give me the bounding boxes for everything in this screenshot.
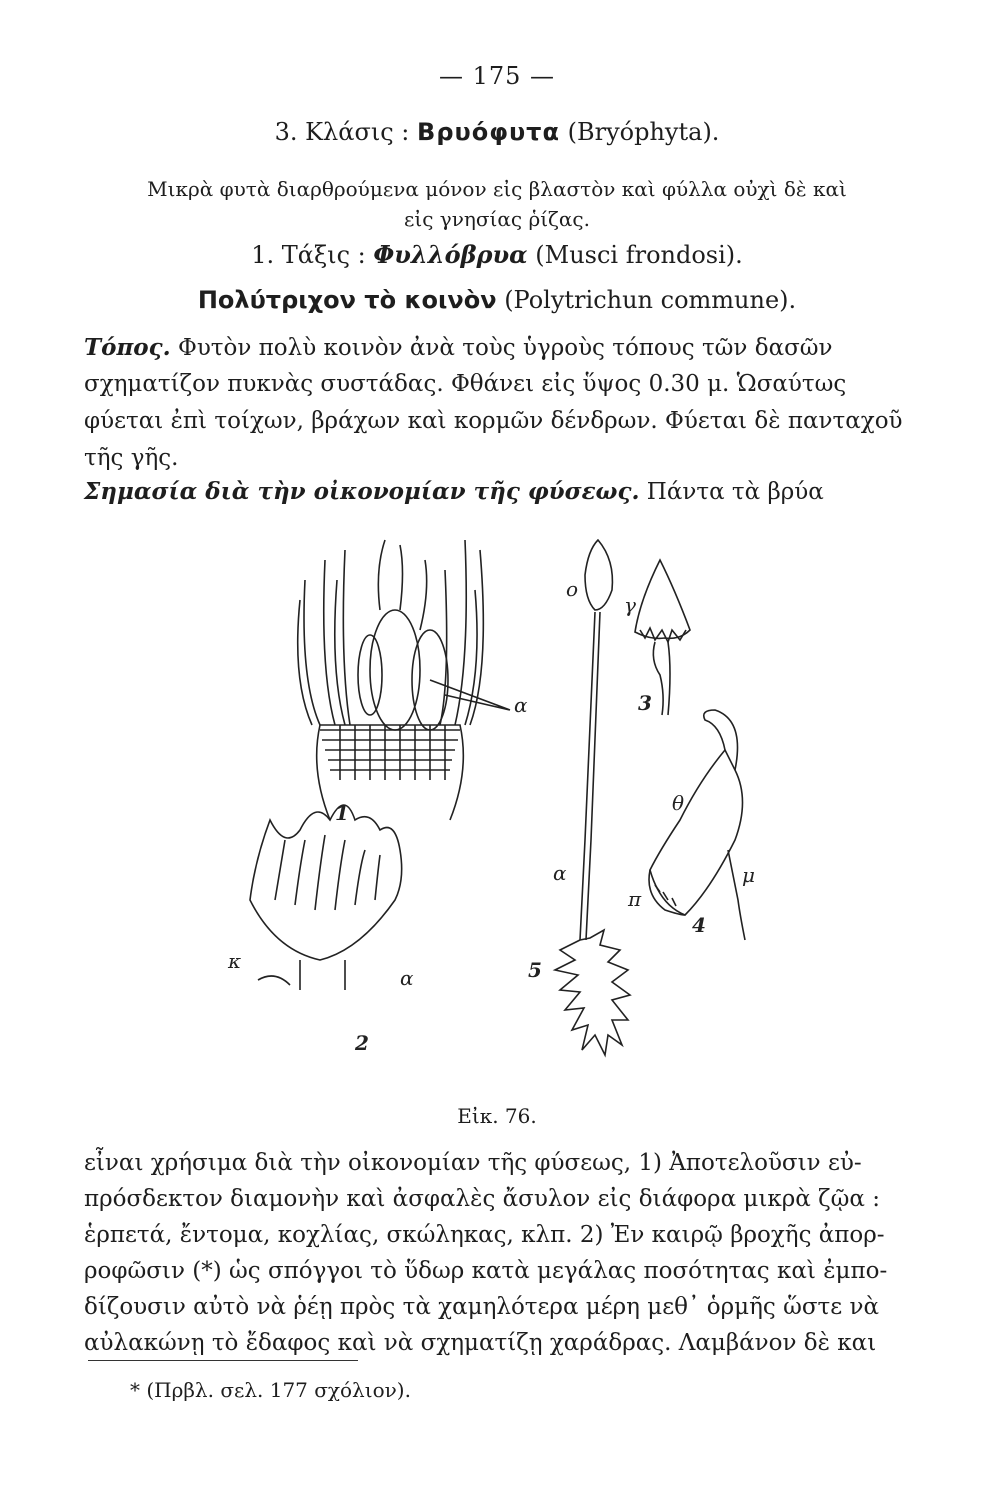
label-theta: θ [672,791,685,815]
body-line-3: ἑρπετά, ἔντομα, κοχλίας, σκώληκας, κλπ. 2) Ἐν καιρῷ βροχῆς ἀπορ- [84,1222,885,1248]
body-line-6: αὐλακώνῃ τὸ ἔδαφος καὶ νὰ σχηματίζῃ χαράδρας. Λαμβάνον δὲ και [84,1330,877,1356]
label-four: 4 [692,913,706,937]
topos-line-2: σχηματίζον πυκνὰς συστάδας. Φθάνει εἰς ὕψος 0.30 μ. Ὡσαύτως [84,371,847,397]
label-kappa: κ [228,949,242,973]
label-alpha-fig5: α [553,861,567,885]
body-line-1: εἶναι χρήσιμα διὰ τὴν οἰκονομίαν τῆς φύσεως, 1) Ἀποτελοῦσιν εὐ- [84,1150,862,1176]
label-five: 5 [528,958,542,982]
intro-line: εἰς γνησίας ῥίζας. [404,207,590,231]
order-name: Φυλλόβρυα [373,240,528,269]
figure-4-capsule-peristome [649,710,745,940]
body-line-4: ροφῶσιν (*) ὡς σπόγγοι τὸ ὕδωρ κατὰ μεγάλας ποσότητας καὶ ἐμπο- [84,1258,888,1284]
label-three: 3 [638,691,652,715]
footnote: * (Πρβλ. σελ. 177 σχόλιον). [130,1378,411,1402]
species-heading [0,286,994,314]
topos-line-4: τῆς γῆς. [84,445,179,471]
label-alpha-fig1: α [514,693,528,717]
topos-line-1: Τόπος. Φυτὸν πολὺ κοινὸν ἀνὰ τοὺς ὑγροὺς τόπους τῶν δασῶν [84,334,833,361]
species-name: Πολύτριχον τὸ κοινὸν [197,286,497,314]
label-gamma: γ [624,593,636,617]
label-mu: μ [742,863,755,887]
label-omicron: ο [566,577,579,601]
label-one: 1 [335,801,349,825]
topos-line-3: φύεται ἐπὶ τοίχων, βράχων καὶ κορμῶν δένδρων. Φύεται δὲ πανταχοῦ [84,408,903,434]
label-pi: π [628,887,642,911]
intro-line: Μικρὰ φυτὰ διαρθρούμενα μόνον εἰς βλαστὸν καὶ φύλλα οὐχὶ δὲ καὶ [147,177,847,201]
topos-label: Τόπος. [84,334,171,361]
simasia-line: Σημασία διὰ τὴν οἰκονομίαν τῆς φύσεως. Πάντα τὰ βρύα [84,478,824,505]
figure-2-perichaetium [250,805,402,990]
page-number: — 175 — [438,62,556,90]
class-prefix: 3. Κλάσις : [274,118,410,146]
class-name: Βρυόφυτα [417,118,560,146]
label-two: 2 [355,1031,369,1055]
footnote-divider [88,1360,358,1361]
body-line-2: πρόσδεκτον διαμονὴν καὶ ἀσφαλὲς ἄσυλον εἰς διάφορα μικρὰ ζῷα : [84,1186,880,1212]
class-latin: (Bryóphyta). [567,118,720,146]
moss-illustration [0,520,994,1100]
species-latin: (Polytrichun commune). [504,286,797,314]
figure-1-antheridia [298,540,510,820]
label-alpha-fig2: α [400,966,414,990]
simasia-label: Σημασία διὰ τὴν οἰκονομίαν τῆς φύσεως. [84,478,640,505]
order-heading [0,240,994,269]
order-prefix: 1. Τάξις : [251,241,366,269]
class-heading [0,118,994,146]
figure-caption: Εἰκ. 76. [457,1104,537,1128]
figure-5-moss-plant [555,540,630,1055]
body-line-5: δίζουσιν αὐτὸ νὰ ῥέῃ πρὸς τὰ χαμηλότερα μέρη μεθ᾽ ὁρμῆς ὥστε νὰ [84,1294,879,1320]
order-latin: (Musci frondosi). [535,241,743,269]
intro-text [0,174,994,234]
